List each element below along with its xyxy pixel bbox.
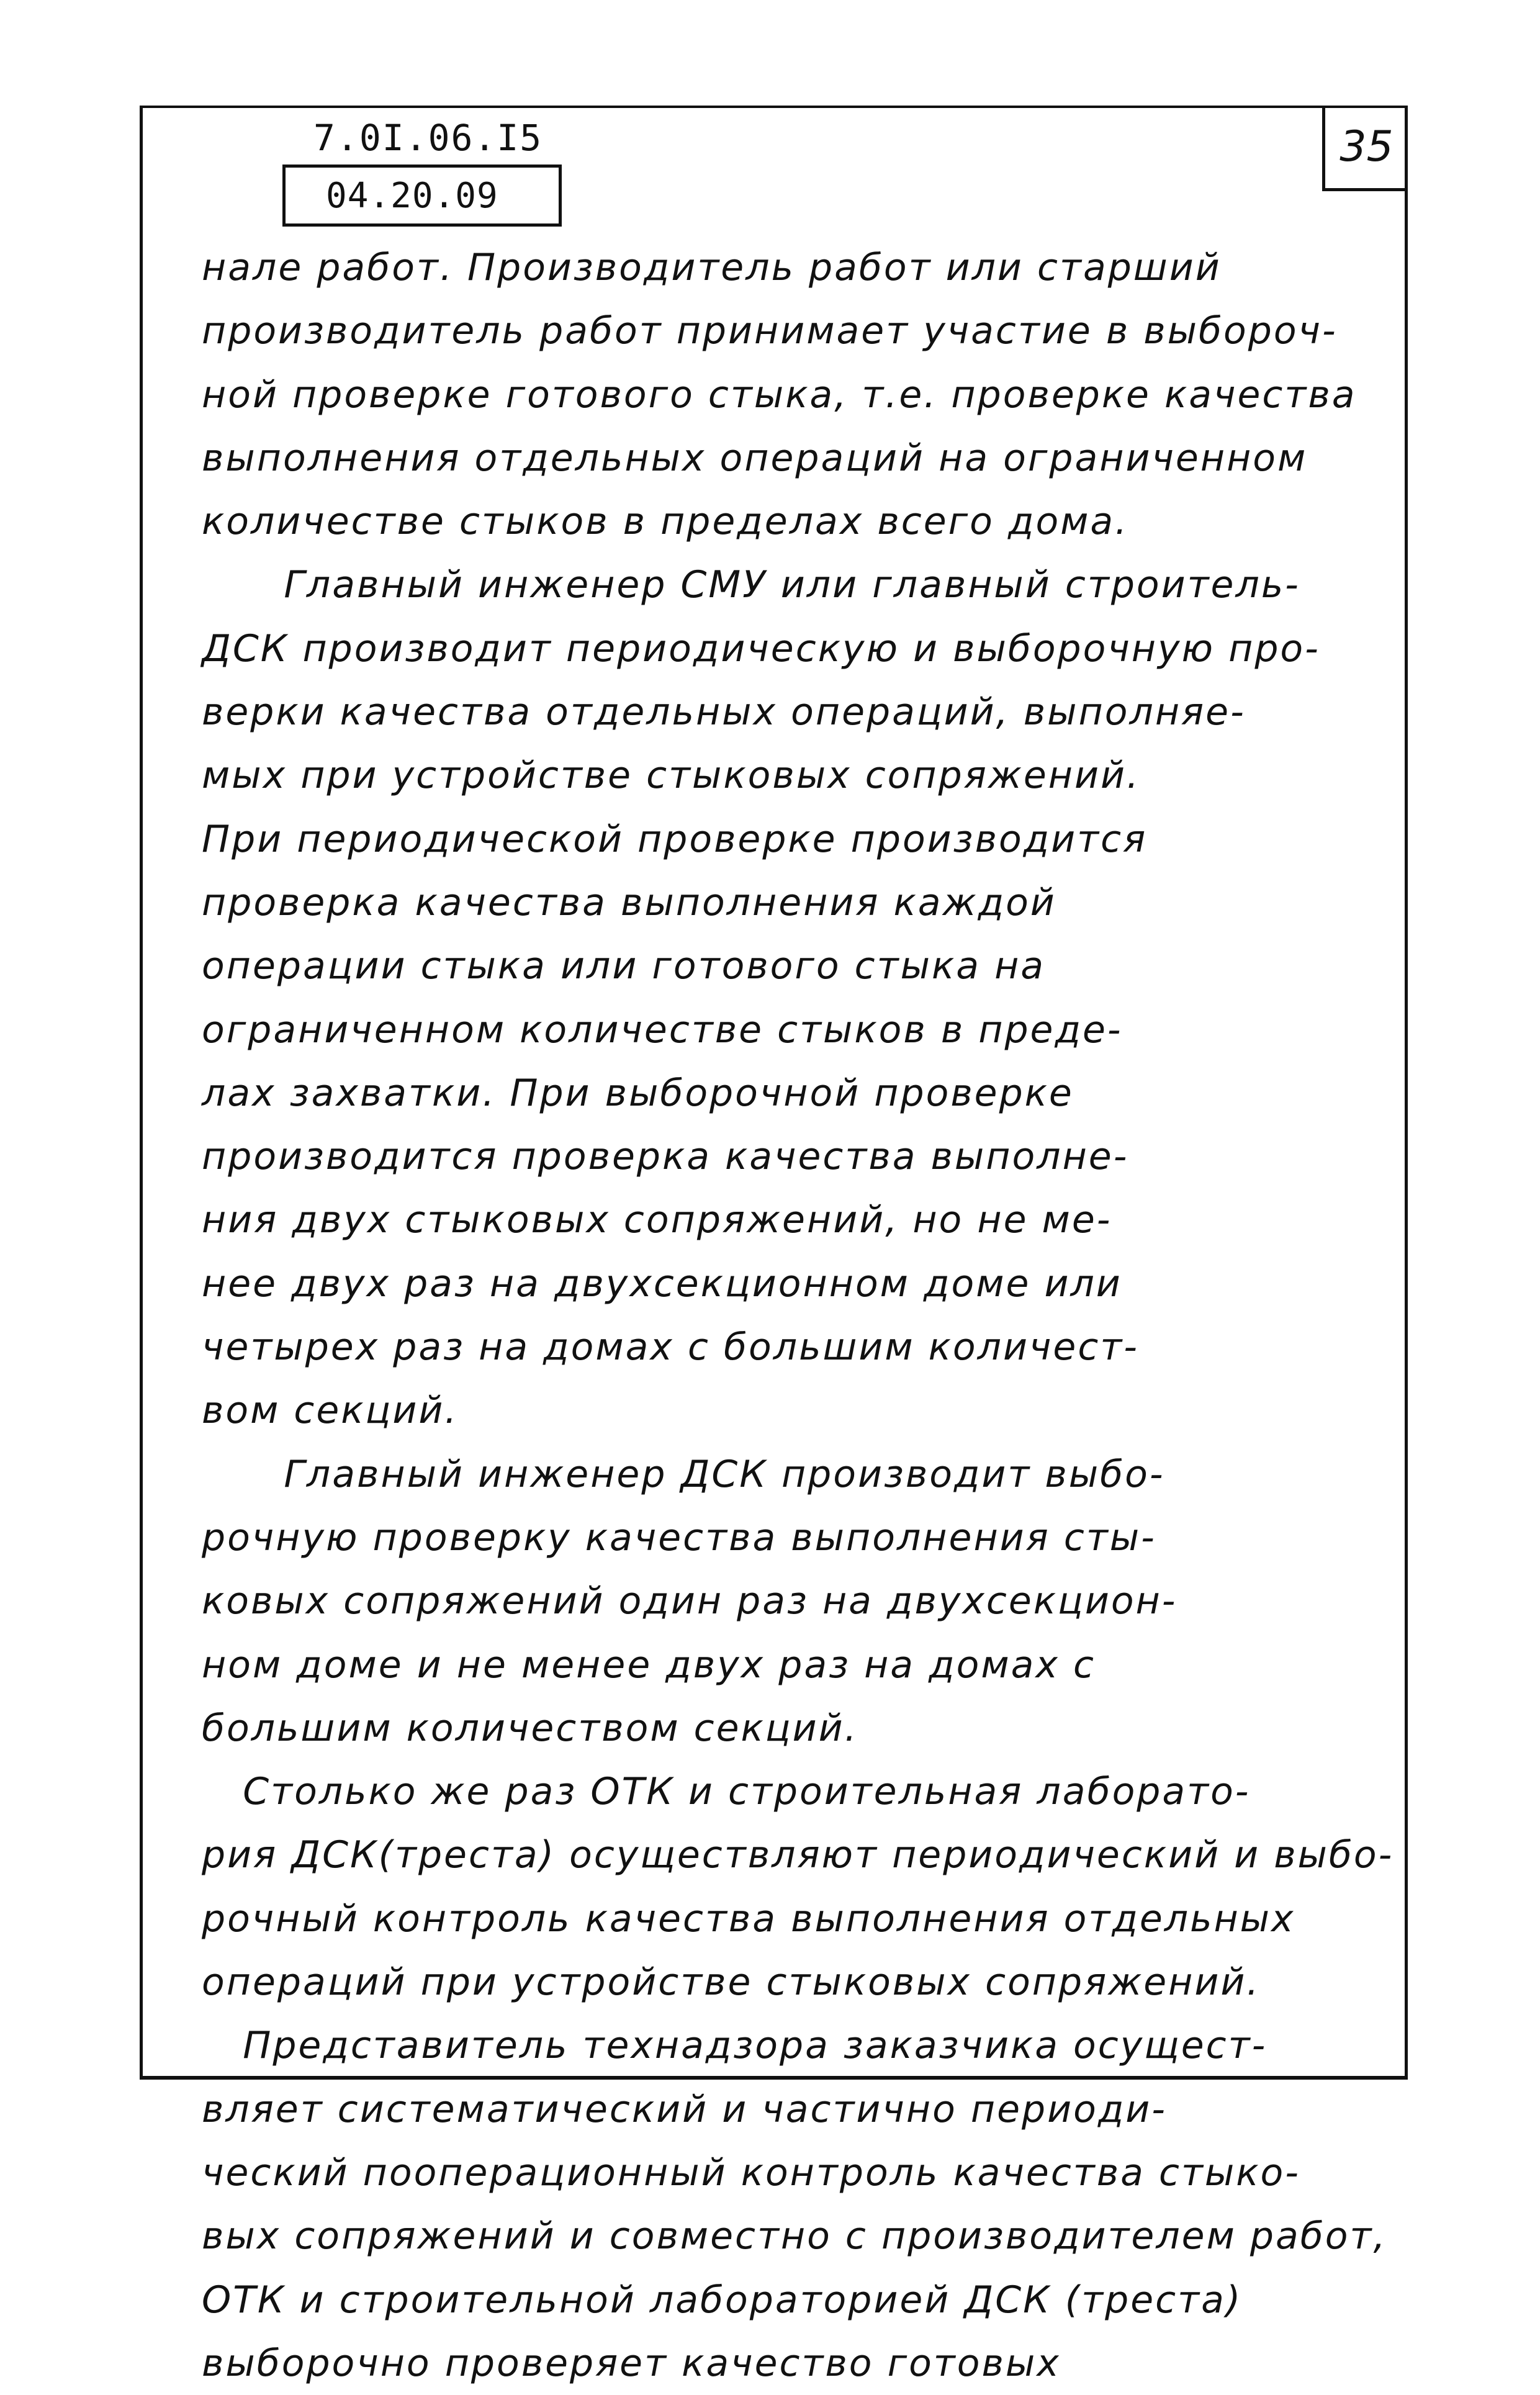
handwritten-body-text <box>202 236 1394 2395</box>
text-line: ческий пооперационный контроль качества стыко- <box>202 2150 1300 2194</box>
sub-code: 04.20.09 <box>326 175 498 216</box>
text-line: вляет систематический и частично периоди- <box>202 2087 1167 2131</box>
page-number-box <box>1322 106 1408 191</box>
text-line: ДСК производит периодическую и выборочную про- <box>202 626 1320 670</box>
text-line: выполнения отдельных операций на ограниченном <box>202 436 1308 480</box>
page-number: 35 <box>1340 122 1394 171</box>
text-line: вых сопряжений и совместно с производителем работ, <box>202 2214 1387 2258</box>
text-line: лах захватки. При выборочной проверке <box>202 1071 1074 1115</box>
text-line: производится проверка качества выполне- <box>202 1135 1129 1179</box>
text-line: Главный инженер СМУ или главный строитель- <box>202 563 1300 607</box>
text-line: операций при устройстве стыковых сопряжений. <box>202 1960 1261 2005</box>
text-line: производитель работ принимает участие в выбороч- <box>202 309 1338 353</box>
text-line: ной проверке готового стыка, т.е. проверке качества <box>202 372 1357 417</box>
text-line: рия ДСК(треста) осуществляют периодический и выбо- <box>202 1833 1394 1877</box>
text-line: мых при устройстве стыковых сопряжений. <box>202 754 1141 798</box>
text-line: ОТК и строительной лабораторией ДСК (треста) <box>202 2278 1243 2322</box>
text-line: рочную проверку качества выполнения сты- <box>202 1515 1156 1559</box>
text-line: операции стыка или готового стыка на <box>202 944 1046 988</box>
sub-code-box <box>282 165 562 227</box>
document-code: 7.0I.06.I5 <box>313 117 543 159</box>
text-line: верки качества отдельных операций, выполняе- <box>202 690 1246 734</box>
text-line: нале работ. Производитель работ или старший <box>202 246 1222 289</box>
text-line: четырех раз на домах с большим количест- <box>202 1325 1139 1369</box>
text-line: проверка качества выполнения каждой <box>202 880 1056 924</box>
text-line: большим количеством секций. <box>202 1706 858 1750</box>
text-line: ном доме и не менее двух раз на домах с <box>202 1643 1096 1687</box>
text-line: ограниченном количестве стыков в преде- <box>202 1008 1123 1052</box>
text-line: Столько же раз ОТК и строительная лаборато- <box>202 1770 1251 1814</box>
text-line: При периодической проверке производится <box>202 817 1148 861</box>
text-line: рочный контроль качества выполнения отдельных <box>202 1897 1295 1941</box>
text-line: нее двух раз на двухсекционном доме или <box>202 1261 1122 1306</box>
text-line: Представитель технадзора заказчика осущест- <box>202 2024 1268 2068</box>
text-line: ния двух стыковых сопряжений, но не ме- <box>202 1198 1112 1242</box>
text-line: Главный инженер ДСК производит выбо- <box>202 1452 1165 1496</box>
text-line: ковых сопряжений один раз на двухсекцион- <box>202 1579 1178 1623</box>
text-line: вом секций. <box>202 1389 459 1433</box>
text-line: количестве стыков в пределах всего дома. <box>202 500 1129 544</box>
text-line: выборочно проверяет качество готовых <box>202 2341 1061 2385</box>
